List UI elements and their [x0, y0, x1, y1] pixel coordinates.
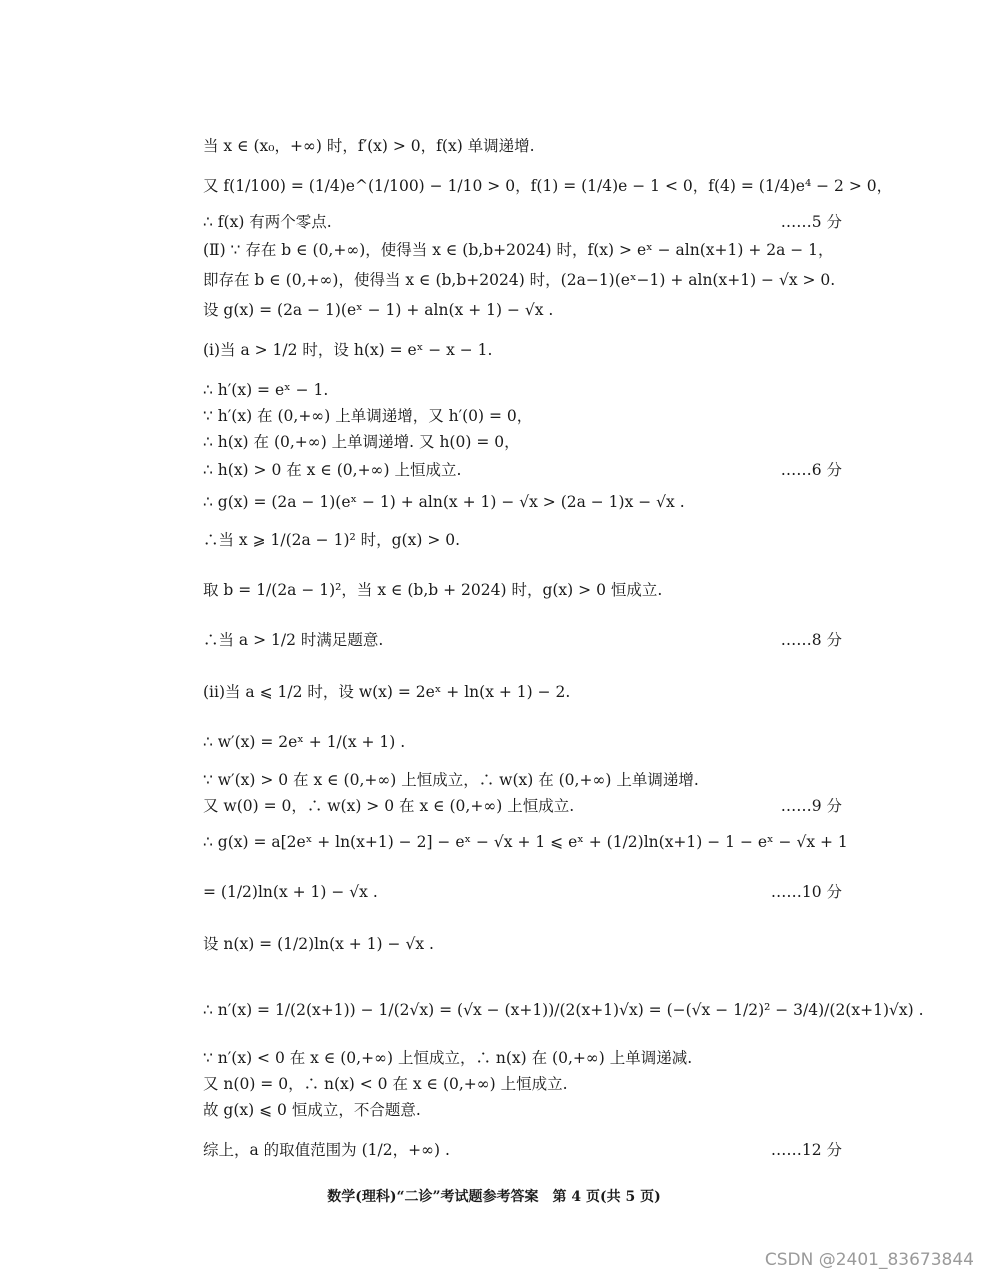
- solution-line: 综上，a 的取值范围为 (1/2，+∞) .: [203, 1141, 450, 1159]
- solution-line: 设 g(x) = (2a − 1)(eˣ − 1) + aln(x + 1) − √x .: [203, 301, 554, 319]
- score-marker: ……12 分: [770, 1141, 842, 1159]
- solution-line: ∴ f(x) 有两个零点.: [203, 213, 332, 231]
- solution-line: ∴当 a > 1/2 时满足题意.: [203, 631, 384, 649]
- solution-line: ∴ g(x) = a[2eˣ + ln(x+1) − 2] − eˣ − √x + 1 ⩽ eˣ + (1/2)ln(x+1) − 1 − eˣ − √x + 1: [203, 833, 848, 851]
- solution-line: 又 n(0) = 0，∴ n(x) < 0 在 x ∈ (0,+∞) 上恒成立.: [203, 1075, 568, 1093]
- solution-line: ∴ h′(x) = eˣ − 1.: [203, 381, 329, 399]
- solution-line: 故 g(x) ⩽ 0 恒成立，不合题意.: [203, 1101, 421, 1119]
- solution-line: (ii)当 a ⩽ 1/2 时，设 w(x) = 2eˣ + ln(x + 1) − 2.: [203, 683, 571, 701]
- score-marker: ……10 分: [770, 883, 842, 901]
- score-marker: ……5 分: [780, 213, 842, 231]
- watermark: CSDN @2401_83673844: [764, 1250, 974, 1270]
- solution-line: 设 n(x) = (1/2)ln(x + 1) − √x .: [203, 935, 434, 953]
- solution-line: = (1/2)ln(x + 1) − √x .: [203, 883, 378, 901]
- solution-line: 又 f(1/100) = (1/4)e^(1/100) − 1/10 > 0，f(1) = (1/4)e − 1 < 0，f(4) = (1/4)e⁴ − 2 > 0，: [203, 177, 893, 195]
- score-marker: ……6 分: [780, 461, 842, 479]
- solution-line: 即存在 b ∈ (0,+∞)，使得当 x ∈ (b,b+2024) 时，(2a−1)(eˣ−1) + aln(x+1) − √x > 0.: [203, 271, 836, 289]
- solution-line: ∴ n′(x) = 1/(2(x+1)) − 1/(2√x) = (√x − (x+1))/(2(x+1)√x) = (−(√x − 1/2)² − 3/4)/(2(x+1)√x) .: [203, 1001, 924, 1019]
- solution-line: ∵ n′(x) < 0 在 x ∈ (0,+∞) 上恒成立，∴ n(x) 在 (0,+∞) 上单调递减.: [203, 1049, 693, 1067]
- solution-line: ∴当 x ⩾ 1/(2a − 1)² 时，g(x) > 0.: [203, 531, 461, 549]
- solution-line: 取 b = 1/(2a − 1)²，当 x ∈ (b,b + 2024) 时，g(x) > 0 恒成立.: [203, 581, 663, 599]
- solution-line: (i)当 a > 1/2 时，设 h(x) = eˣ − x − 1.: [203, 341, 493, 359]
- solution-line: ∴ g(x) = (2a − 1)(eˣ − 1) + aln(x + 1) − √x > (2a − 1)x − √x .: [203, 493, 685, 511]
- page-footer: 数学(理科)“二诊”考试题参考答案 第 4 页(共 5 页): [327, 1189, 661, 1205]
- solution-line: 当 x ∈ (x₀，+∞) 时，f′(x) > 0，f(x) 单调递增.: [203, 137, 535, 155]
- solution-line: ∴ w′(x) = 2eˣ + 1/(x + 1) .: [203, 733, 406, 751]
- solution-line: ∴ h(x) 在 (0,+∞) 上单调递增. 又 h(0) = 0，: [203, 433, 520, 451]
- score-marker: ……8 分: [780, 631, 842, 649]
- solution-line: ∵ h′(x) 在 (0,+∞) 上单调递增，又 h′(0) = 0，: [203, 407, 533, 425]
- score-marker: ……9 分: [780, 797, 842, 815]
- solution-line: ∴ h(x) > 0 在 x ∈ (0,+∞) 上恒成立.: [203, 461, 462, 479]
- solution-line: ∵ w′(x) > 0 在 x ∈ (0,+∞) 上恒成立，∴ w(x) 在 (0,+∞) 上单调递增.: [203, 771, 699, 789]
- solution-line: (Ⅱ) ∵ 存在 b ∈ (0,+∞)，使得当 x ∈ (b,b+2024) 时，f(x) > eˣ − aln(x+1) + 2a − 1，: [203, 241, 834, 259]
- solution-line: 又 w(0) = 0，∴ w(x) > 0 在 x ∈ (0,+∞) 上恒成立.: [203, 797, 575, 815]
